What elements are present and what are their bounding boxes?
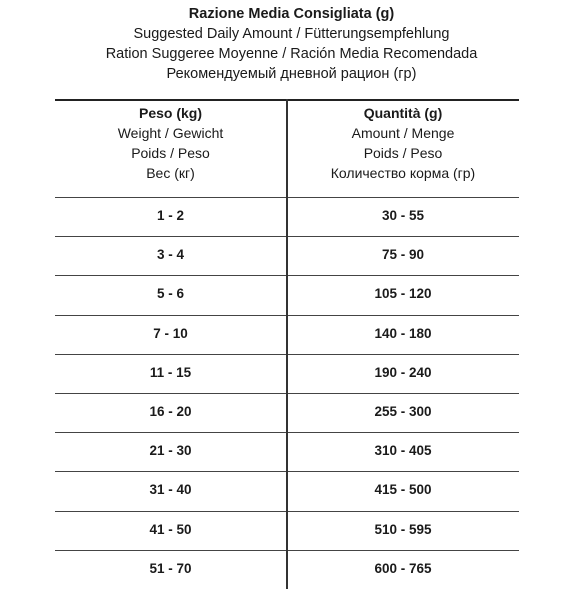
weight-cell: 7 - 10 (153, 325, 188, 341)
page-title: Razione Media Consigliata (g) (188, 6, 395, 22)
weight-cell: 21 - 30 (149, 443, 192, 459)
subtitle-en-de: Suggested Daily Amount / Fütterungsempfehlung (133, 26, 450, 42)
header-amount-line: Amount / Menge (351, 125, 455, 141)
amount-cell: 310 - 405 (374, 443, 432, 459)
subtitle-fr-es: Ration Suggeree Moyenne / Ración Media Recomendada (105, 46, 478, 62)
amount-cell: 105 - 120 (374, 286, 432, 302)
weight-cell: 16 - 20 (149, 404, 192, 419)
weight-cell: 41 - 50 (149, 521, 192, 537)
feeding-table (55, 99, 519, 589)
amount-cell: 30 - 55 (381, 208, 425, 223)
weight-cell: 51 - 70 (149, 560, 192, 576)
header-amount (287, 103, 519, 183)
weight-cell: 5 - 6 (156, 286, 184, 302)
header-weight-line: Poids / Peso (131, 145, 210, 161)
header-amount-title: Quantità (g) (363, 105, 443, 121)
weight-cell: 31 - 40 (149, 482, 192, 498)
amount-cell: 140 - 180 (374, 325, 432, 341)
header-weight-title: Peso (kg) (138, 105, 202, 121)
subtitle-ru: Рекомендуемый дневной рацион (гр) (166, 66, 417, 82)
title-block (0, 4, 583, 84)
header-amount-line: Количество корма (гр) (330, 165, 476, 181)
header-weight-line: Weight / Gewicht (117, 125, 224, 141)
header-weight-line: Вес (кг) (146, 165, 195, 181)
weight-cell: 11 - 15 (149, 364, 192, 380)
amount-cell: 415 - 500 (374, 482, 432, 498)
amount-cell: 255 - 300 (374, 404, 432, 419)
amount-cell: 600 - 765 (374, 560, 432, 576)
weight-cell: 3 - 4 (156, 247, 184, 263)
header-amount-line: Poids / Peso (363, 145, 443, 161)
column-divider (286, 99, 288, 589)
amount-cell: 75 - 90 (381, 247, 425, 263)
header-weight (55, 103, 286, 183)
amount-cell: 510 - 595 (374, 521, 432, 537)
weight-cell: 1 - 2 (156, 208, 184, 223)
amount-cell: 190 - 240 (374, 364, 432, 380)
